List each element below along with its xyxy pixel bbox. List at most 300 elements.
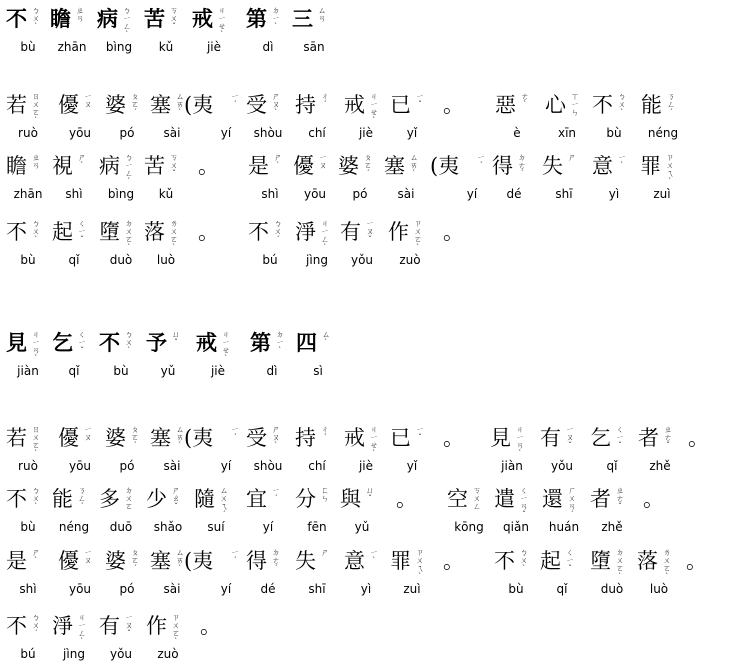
hanzi: 乞 [590,426,611,450]
hanzi: 少 [146,487,167,511]
zhuyin: ㄧ ˊ [231,425,239,442]
hanzi: 還 [542,487,563,511]
hanzi: 。 [198,220,219,244]
zhuyin: ㄗ ㄨ ㄛ ˋ [414,219,422,252]
zhuyin: ㄉ ㄜ ˊ [272,548,280,573]
hanzi: 落 [637,549,658,573]
pinyin: zuò [399,253,421,267]
zhuyin: ㄗ ㄨ ㄟ ˋ [416,548,424,581]
hanzi: 若 [6,93,27,117]
hanzi: 見 [490,426,511,450]
pinyin: yǐ [406,459,418,473]
hanzi: 得 [492,154,513,178]
character-unit [184,92,239,148]
zhuyin: ㄋ ㄥ ˊ [667,92,675,117]
pinyin: xīn [557,126,577,140]
hanzi: 婆 [105,549,126,573]
pinyin: yōu [303,187,327,201]
zhuyin: ㄐ ㄧ ㄥ ˋ [321,219,329,252]
zhuyin: ㄐ ㄧ ㄢ ˋ [516,425,524,458]
hanzi: 失 [542,154,563,178]
pinyin: duò [109,253,133,267]
pinyin: bù [20,253,36,267]
character-unit [430,153,485,209]
pinyin: yí [220,126,232,140]
pinyin: yì [608,187,620,201]
zhuyin: ㄕ ㄡ ˋ [272,425,280,450]
hanzi: 不 [6,487,27,511]
pinyin: jiè [210,364,226,378]
zhuyin: ㄆ ㄛ ˊ [131,92,139,117]
zhuyin: ㄧ ˊ [231,548,239,565]
punctuation [437,219,485,275]
zhuyin: ㄎ ㄨ ˇ [170,6,178,31]
zhuyin: ㄕ ㄡ ˋ [272,92,280,117]
zhuyin: ㄧ ˊ [231,92,239,109]
verse-line [0,486,702,544]
pinyin: zhě [649,459,671,473]
pinyin: bù [606,126,622,140]
zhuyin: ㄓ ㄢ [32,153,40,170]
hanzi: 若 [6,426,27,450]
zhuyin: ㄐ ㄧ ㄝ ˋ [370,425,378,458]
pinyin: bù [113,364,129,378]
zhuyin: ㄅ ㄨ ˊ [274,219,282,244]
character-unit [590,486,638,542]
hanzi: 受 [246,93,267,117]
pinyin: sài [163,582,181,596]
pinyin: pó [119,459,135,473]
hanzi: 塞 [150,426,171,450]
pinyin: è [513,126,521,140]
pinyin: ruò [18,459,38,473]
hanzi: 淨 [52,614,73,638]
zhuyin: ㄅ ㄧ ㄥ ˋ [125,153,133,186]
character-unit [146,613,194,669]
zhuyin: ㄧ ㄡ [84,92,92,109]
zhuyin: ㄑ ㄧ ˇ [566,548,574,573]
verse-line [0,219,702,277]
hanzi: 。 [198,154,219,178]
hanzi: 意 [344,549,365,573]
hanzi: 罪 [390,549,411,573]
pinyin: duò [600,582,624,596]
hanzi: (夷 [430,154,460,178]
hanzi: 婆 [105,93,126,117]
hanzi: 瞻 [6,154,27,178]
hanzi: 得 [246,549,267,573]
zhuyin: ㄉ ㄨ ㄛ ˋ [125,219,133,252]
hanzi: 墮 [99,220,120,244]
zhuyin: ㄎ ㄨ ㄥ [473,486,481,511]
hanzi: 起 [540,549,561,573]
pinyin: yí [220,459,232,473]
hanzi: 塞 [150,93,171,117]
hanzi: 者 [638,426,659,450]
hanzi: 不 [592,93,613,117]
hanzi: 四 [296,330,317,355]
zhuyin: ㄑ ㄧ ˇ [78,330,86,355]
hanzi: 墮 [590,549,611,573]
zhuyin: ㄋ ㄥ ˊ [78,486,86,511]
pinyin: dé [260,582,276,596]
hanzi: 已 [390,426,411,450]
hanzi: 失 [295,549,316,573]
pinyin: sài [163,459,181,473]
zhuyin: ㄙ ˋ [322,330,330,347]
zhuyin: ㄧ ˊ [272,486,280,503]
hanzi: 有 [99,614,120,638]
zhuyin: ㄏ ㄨ ㄢ ˊ [568,486,576,519]
pinyin: dì [262,40,274,54]
pinyin: bù [20,40,36,54]
hanzi: 隨 [194,487,215,511]
pinyin: yǐ [406,126,418,140]
zhuyin: ㄧ ˇ [416,92,424,109]
hanzi: 持 [295,93,316,117]
hanzi: 婆 [338,154,359,178]
pinyin: suí [207,520,225,534]
character-unit [390,548,438,604]
pinyin: sì [313,364,323,378]
zhuyin: ㄑ ㄧ ˇ [616,425,624,450]
hanzi: 予 [146,330,167,355]
zhuyin: ㄖ ㄨ ㄛ ˋ [32,425,40,458]
pinyin: duō [109,520,133,534]
hanzi: 不 [494,549,515,573]
pinyin: shì [19,582,37,596]
character-unit [144,219,192,275]
zhuyin: ㄆ ㄛ ˊ [131,548,139,573]
pinyin: yí [220,582,232,596]
hanzi: 不 [6,614,27,638]
zhuyin: ㄕ ㄠ ˇ [172,486,180,511]
hanzi: 。 [686,549,707,573]
hanzi: 戒 [344,93,365,117]
zhuyin: ㄒ ㄧ ㄣ [571,92,579,117]
pinyin: jìng [306,253,328,267]
punctuation [680,548,728,604]
zhuyin: ㄧ ㄡ [319,153,327,170]
zhuyin: ㄙ ㄞ ˋ [176,548,184,573]
pinyin: bù [508,582,524,596]
zhuyin: ㄅ ㄨ ˋ [125,330,133,355]
hanzi: 受 [246,426,267,450]
character-unit [184,548,239,604]
hanzi: 。 [443,220,464,244]
zhuyin: ㄧ ˋ [618,153,626,170]
pinyin: jiè [206,40,222,54]
zhuyin: ㄅ ㄨ ˋ [32,6,40,31]
pinyin: jiàn [501,459,523,473]
hanzi: 三 [292,6,313,31]
hanzi: 意 [592,154,613,178]
hanzi: 起 [52,220,73,244]
hanzi: 心 [545,93,566,117]
zhuyin: ㄅ ㄨ ˊ [32,613,40,638]
hanzi: 有 [540,426,561,450]
verse-line [0,425,709,483]
zhuyin: ㄙ ㄞ ˋ [410,153,418,178]
pinyin: néng [647,126,679,140]
zhuyin: ㄐ ㄧ ㄝ ˋ [222,330,230,363]
hanzi: 淨 [295,220,316,244]
pinyin: huán [548,520,580,534]
zhuyin: ㄙ ㄞ ˋ [176,92,184,117]
hanzi: 者 [590,487,611,511]
pinyin: zhān [57,40,87,54]
pinyin: yōu [68,582,92,596]
pinyin: pó [119,582,135,596]
hanzi: 優 [293,154,314,178]
character-unit [384,153,432,209]
pinyin: zhě [601,520,623,534]
hanzi: 作 [388,220,409,244]
hanzi: 作 [146,614,167,638]
zhuyin: ㄧ ˊ [477,153,485,170]
pinyin: bìng [105,40,133,54]
zhuyin: ㄧ ㄡ [84,548,92,565]
pinyin: jiè [358,459,374,473]
zhuyin: ㄖ ㄨ ㄛ ˋ [32,92,40,125]
pinyin: bú [20,647,36,661]
pinyin: sài [397,187,415,201]
character-unit [340,486,388,542]
hanzi: 病 [97,6,118,31]
pinyin: jiàn [17,364,39,378]
zhuyin: ㄅ ㄨ ˋ [520,548,528,573]
hanzi: 病 [99,154,120,178]
hanzi: 。 [200,614,221,638]
zhuyin: ㄓ ㄜ ˇ [616,486,624,511]
pinyin: jìng [63,647,85,661]
pinyin: qiǎn [503,520,529,534]
zhuyin: ㄕ [568,153,576,162]
pinyin: bìng [107,187,135,201]
zhuyin: ㄧ ㄡ ˇ [566,425,574,450]
zhuyin: ㄌ ㄨ ㄛ ˋ [170,219,178,252]
hanzi: 瞻 [50,6,71,31]
character-unit [296,330,344,386]
hanzi: 持 [295,426,316,450]
pinyin: zuì [653,187,671,201]
pinyin: yì [360,582,372,596]
pinyin: shī [308,582,326,596]
zhuyin: ㄅ ㄧ ㄥ ˋ [123,6,131,39]
hanzi: 第 [250,330,271,355]
hanzi: 分 [295,487,316,511]
pinyin: dé [506,187,522,201]
pinyin: chí [308,459,326,473]
pinyin: shì [261,187,279,201]
zhuyin: ㄐ ㄧ ㄝ ˋ [218,6,226,39]
pinyin: zhān [13,187,43,201]
pinyin: yōu [68,126,92,140]
pinyin: yǔ [160,364,176,378]
hanzi: 與 [340,487,361,511]
zhuyin: ㄓ ㄜ ˇ [664,425,672,450]
pinyin: dì [266,364,278,378]
pinyin: shòu [253,459,283,473]
hanzi: (夷 [184,93,214,117]
pinyin: yǒu [350,253,374,267]
hanzi: 苦 [144,154,165,178]
zhuyin: ㄉ ㄧ ˋ [276,330,284,355]
zhuyin: ㄉ ㄨ ㄛ ˋ [616,548,624,581]
character-unit [637,548,685,604]
zhuyin: ㄉ ㄜ ˊ [518,153,526,178]
hanzi: 乞 [52,330,73,355]
pinyin: sài [163,126,181,140]
zhuyin: ㄕ ˋ [78,153,86,170]
pinyin: shì [65,187,83,201]
zhuyin: ㄕ ˋ [274,153,282,170]
hanzi: 多 [99,487,120,511]
hanzi: 苦 [144,6,165,31]
zhuyin: ㄩ ˇ [172,330,180,347]
hanzi: 遣 [494,487,515,511]
pinyin: yǒu [550,459,574,473]
zhuyin: ㄧ ㄡ [84,425,92,442]
hanzi: 不 [248,220,269,244]
hanzi: 有 [340,220,361,244]
zhuyin: ㄙ ㄢ [318,6,326,23]
punctuation [682,425,730,481]
zhuyin: ㄗ ㄨ ㄟ ˋ [666,153,674,186]
hanzi: 能 [52,487,73,511]
pinyin: yí [466,187,478,201]
hanzi: 優 [58,549,79,573]
hanzi: 戒 [344,426,365,450]
hanzi: 優 [58,93,79,117]
hanzi: 落 [144,220,165,244]
zhuyin: ㄈ ㄣ [321,486,329,503]
pinyin: luò [649,582,669,596]
pinyin: shòu [253,126,283,140]
hanzi: 婆 [105,426,126,450]
zhuyin: ㄐ ㄧ ㄝ ˋ [370,92,378,125]
pinyin: kǔ [158,40,174,54]
pinyin: zuì [403,582,421,596]
verse-line [0,153,702,211]
zhuyin: ㄕ [321,548,329,557]
character-unit [184,425,239,481]
pinyin: néng [58,520,90,534]
zhuyin: ㄅ ㄨ ˋ [32,486,40,511]
hanzi: 不 [6,6,27,31]
verse-line [0,92,702,150]
zhuyin: ㄜ ˋ [521,92,529,109]
hanzi: 能 [641,93,662,117]
pinyin: qǐ [606,459,618,473]
zhuyin: ㄕ ˋ [32,548,40,565]
hanzi: 優 [58,426,79,450]
pinyin: pó [352,187,368,201]
zhuyin: ㄧ ˋ [370,548,378,565]
zhuyin: ㄐ ㄧ ㄥ ˋ [78,613,86,646]
pinyin: bù [20,520,36,534]
verse-line [0,548,707,606]
character-unit [144,153,192,209]
zhuyin: ㄧ ㄡ ˇ [125,613,133,638]
zhuyin: ㄙ ㄨ ㄟ ˊ [220,486,228,519]
hanzi: 罪 [640,154,661,178]
hanzi: 是 [6,549,27,573]
zhuyin: ㄐ ㄧ ㄢ ˋ [32,330,40,363]
pinyin: ruò [18,126,38,140]
hanzi: 戒 [192,6,213,31]
zhuyin: ㄎ ㄨ ˇ [170,153,178,178]
zhuyin: ㄆ ㄛ ˊ [364,153,372,178]
pinyin: qǐ [68,364,80,378]
punctuation [194,613,242,669]
zhuyin: ㄑ ㄧ ˇ [78,219,86,244]
pinyin: bú [262,253,278,267]
zhuyin: ㄆ ㄛ ˊ [131,425,139,450]
character-unit [641,92,689,148]
hanzi: 。 [688,426,709,450]
zhuyin: ㄉ ㄨ ㄛ [125,486,133,511]
hanzi: 塞 [150,549,171,573]
hanzi: 塞 [384,154,405,178]
pinyin: luò [156,253,176,267]
character-unit [638,425,686,481]
pinyin: yōu [68,459,92,473]
zhuyin: ㄔ ˊ [321,425,329,442]
pinyin: sān [303,40,325,54]
hanzi: 。 [643,487,664,511]
hanzi: 不 [99,330,120,355]
pinyin: jiè [358,126,374,140]
zhuyin: ㄗ ㄨ ㄛ ˋ [172,613,180,646]
zhuyin: ㄙ ㄞ ˋ [176,425,184,450]
zhuyin: ㄓ ㄢ [76,6,84,23]
zhuyin: ㄌ ㄨ ㄛ ˋ [663,548,671,581]
hanzi: 。 [396,487,417,511]
pinyin: fēn [307,520,327,534]
verse-line [0,613,702,671]
hanzi: (夷 [184,426,214,450]
zhuyin: ㄔ ˊ [321,92,329,109]
pinyin: zuò [157,647,179,661]
hanzi: 宜 [246,487,267,511]
pinyin: yí [262,520,274,534]
pinyin: qǐ [68,253,80,267]
hanzi: 不 [6,220,27,244]
pinyin: chí [308,126,326,140]
character-unit [388,219,436,275]
hanzi: 已 [390,93,411,117]
hanzi: 。 [443,93,464,117]
pinyin: shǎo [153,520,183,534]
pinyin: qǐ [556,582,568,596]
zhuyin: ㄉ ㄧ ˋ [272,6,280,31]
hanzi: 。 [443,426,464,450]
hanzi: 見 [6,330,27,355]
zhuyin: ㄅ ㄨ ˋ [32,219,40,244]
zhuyin: ㄅ ㄨ ˋ [618,92,626,117]
section-heading [0,330,702,388]
pinyin: yǒu [109,647,133,661]
zhuyin: ㄑ ㄧ ㄢ ˇ [520,486,528,519]
hanzi: (夷 [184,549,214,573]
zhuyin: ㄩ ˇ [366,486,374,503]
zhuyin: ㄧ ˇ [416,425,424,442]
section-heading [0,6,702,64]
punctuation [637,486,685,542]
hanzi: 是 [248,154,269,178]
character-unit [292,6,340,62]
